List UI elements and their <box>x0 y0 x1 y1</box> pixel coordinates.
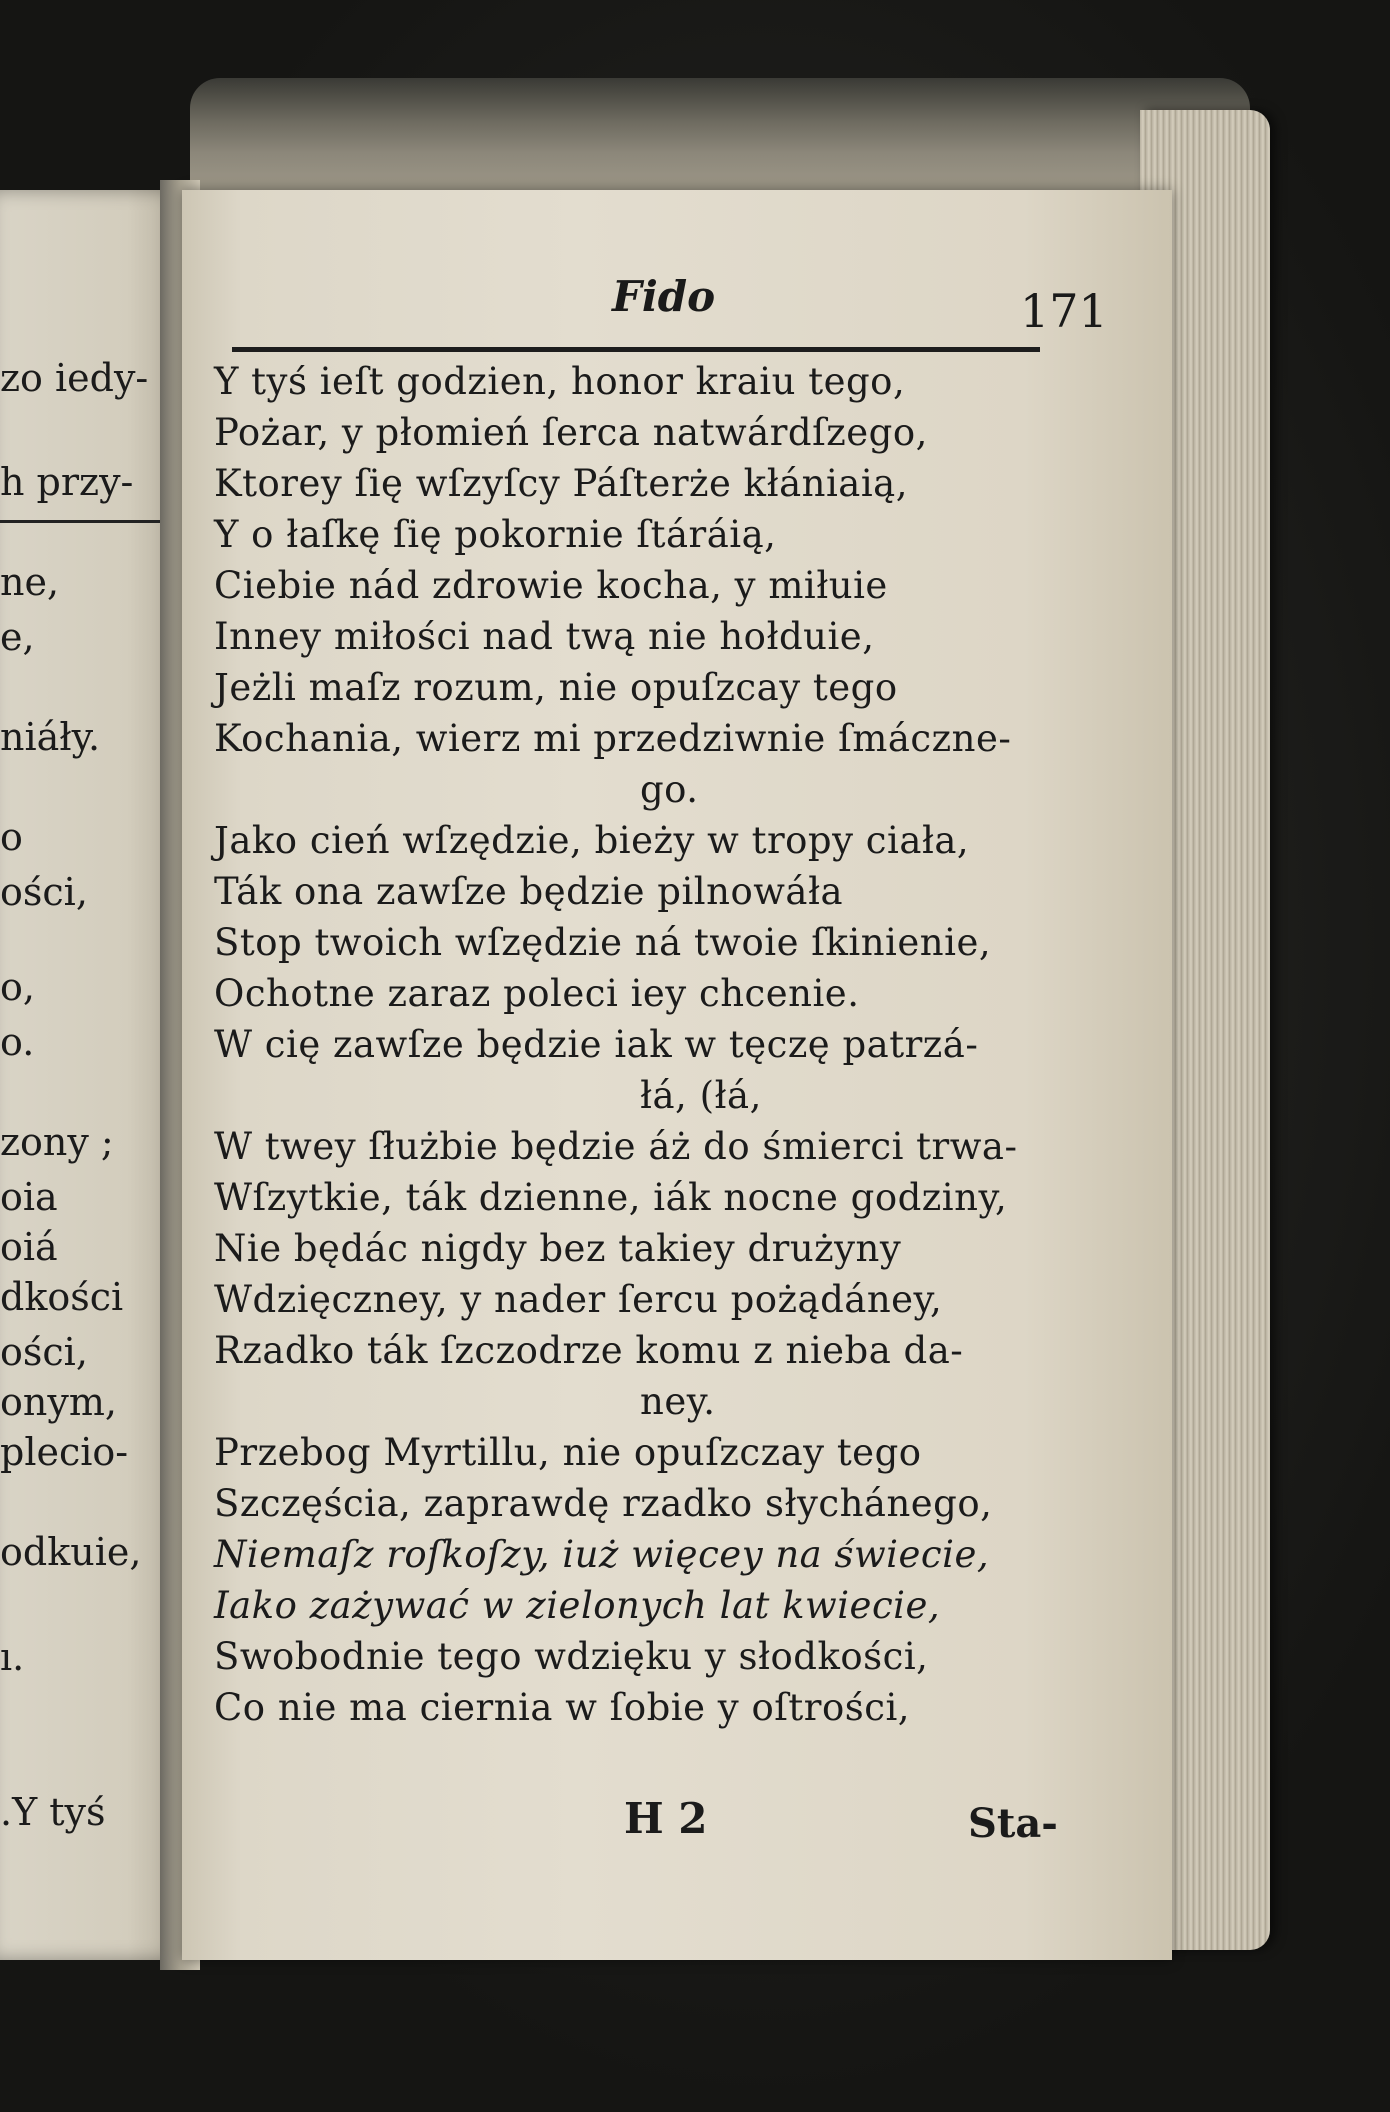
book-top-edge <box>190 78 1250 203</box>
left-page-line: niáły. <box>0 715 101 759</box>
left-page-line: o, <box>0 965 35 1009</box>
verse-line: Kochania, wierz mi przedziwnie ſmáczne- <box>214 717 1012 760</box>
left-page-line: onym, <box>0 1380 117 1424</box>
left-page-line: oiá <box>0 1225 58 1269</box>
header-rule <box>232 347 1040 352</box>
left-page-line: o <box>0 815 23 859</box>
page-number: 171 <box>1020 284 1108 338</box>
verse-line: W twey ſłużbie będzie áż do śmierci trwa- <box>214 1125 1018 1168</box>
left-page-line: zony ; <box>0 1120 114 1164</box>
verse-line: Ciebie nád zdrowie kocha, y miłuie <box>214 564 888 607</box>
left-page-line: ości, <box>0 870 88 914</box>
verse-line: Szczęścia, zaprawdę rzadko słychánego, <box>214 1482 993 1525</box>
verse-line: Ochotne zaraz poleci iey chcenie. <box>214 972 860 1015</box>
verse-line: Stop twoich wſzędzie ná twoie ſkinienie, <box>214 921 992 964</box>
left-page-line: zo iedy- <box>0 356 149 400</box>
left-page-line: h przy- <box>0 460 134 504</box>
verse-line: Przebog Myrtillu, nie opuſzczay tego <box>214 1431 922 1474</box>
verse-line: Swobodnie tego wdzięku y słodkości, <box>214 1635 929 1678</box>
verse-line: W cię zawſze będzie iak w tęczę patrzá- <box>214 1023 979 1066</box>
verse-line: Jeżli maſz rozum, nie opuſzcay tego <box>214 666 898 709</box>
verse-line: Niemaſz roſkoſzy, iuż więcey na świecie, <box>214 1533 990 1576</box>
left-page <box>0 190 182 1960</box>
left-page-line: odkuie, <box>0 1530 142 1574</box>
verse-line: go. <box>640 768 699 811</box>
left-page-line: e, <box>0 615 35 659</box>
verse-line: Ták ona zawſze będzie pilnowáła <box>214 870 844 913</box>
verse-line: Wſzytkie, ták dzienne, iák nocne godziny, <box>214 1176 1008 1219</box>
left-page-line: ne, <box>0 560 60 604</box>
left-page-line: o. <box>0 1020 35 1064</box>
verse-line: łá, (łá, <box>640 1074 762 1117</box>
verse-line: Y o łaſkę ſię pokornie ſtáráią, <box>214 513 777 556</box>
verse-line: Inney miłości nad twą nie hołduie, <box>214 615 875 658</box>
verse-line: Ktorey ſię wſzyſcy Páſterże kłániaią, <box>214 462 909 505</box>
left-page-line: plecio- <box>0 1430 129 1474</box>
left-page-line: oia <box>0 1175 58 1219</box>
verse-line: Jako cień wſzędzie, bieży w tropy ciała, <box>214 819 970 862</box>
verse-line: Rzadko ták ſzczodrze komu z nieba da- <box>214 1329 964 1372</box>
left-page-line: dkości <box>0 1275 124 1319</box>
verse-line: Iako zażywać w zielonych lat kwiecie, <box>214 1584 941 1627</box>
signature-mark: H 2 <box>624 1794 708 1843</box>
left-page-rule <box>0 520 160 523</box>
page-header-title: Fido <box>612 272 716 321</box>
verse-line: Co nie ma ciernia w ſobie y oſtrości, <box>214 1686 911 1729</box>
left-page-line: ości, <box>0 1330 88 1374</box>
left-page-line: ı. <box>0 1635 25 1679</box>
verse-line: Pożar, y płomień ſerca natwárdſzego, <box>214 411 928 454</box>
verse-line: Nie będác nigdy bez takiey drużyny <box>214 1227 902 1270</box>
verse-line: ney. <box>640 1380 716 1423</box>
left-page-line: .Y tyś <box>0 1790 106 1834</box>
verse-line: Y tyś ieſt godzien, honor kraiu tego, <box>214 360 906 403</box>
catchword: Sta- <box>968 1800 1058 1847</box>
verse-line: Wdzięczney, y nader ſercu pożądáney, <box>214 1278 943 1321</box>
